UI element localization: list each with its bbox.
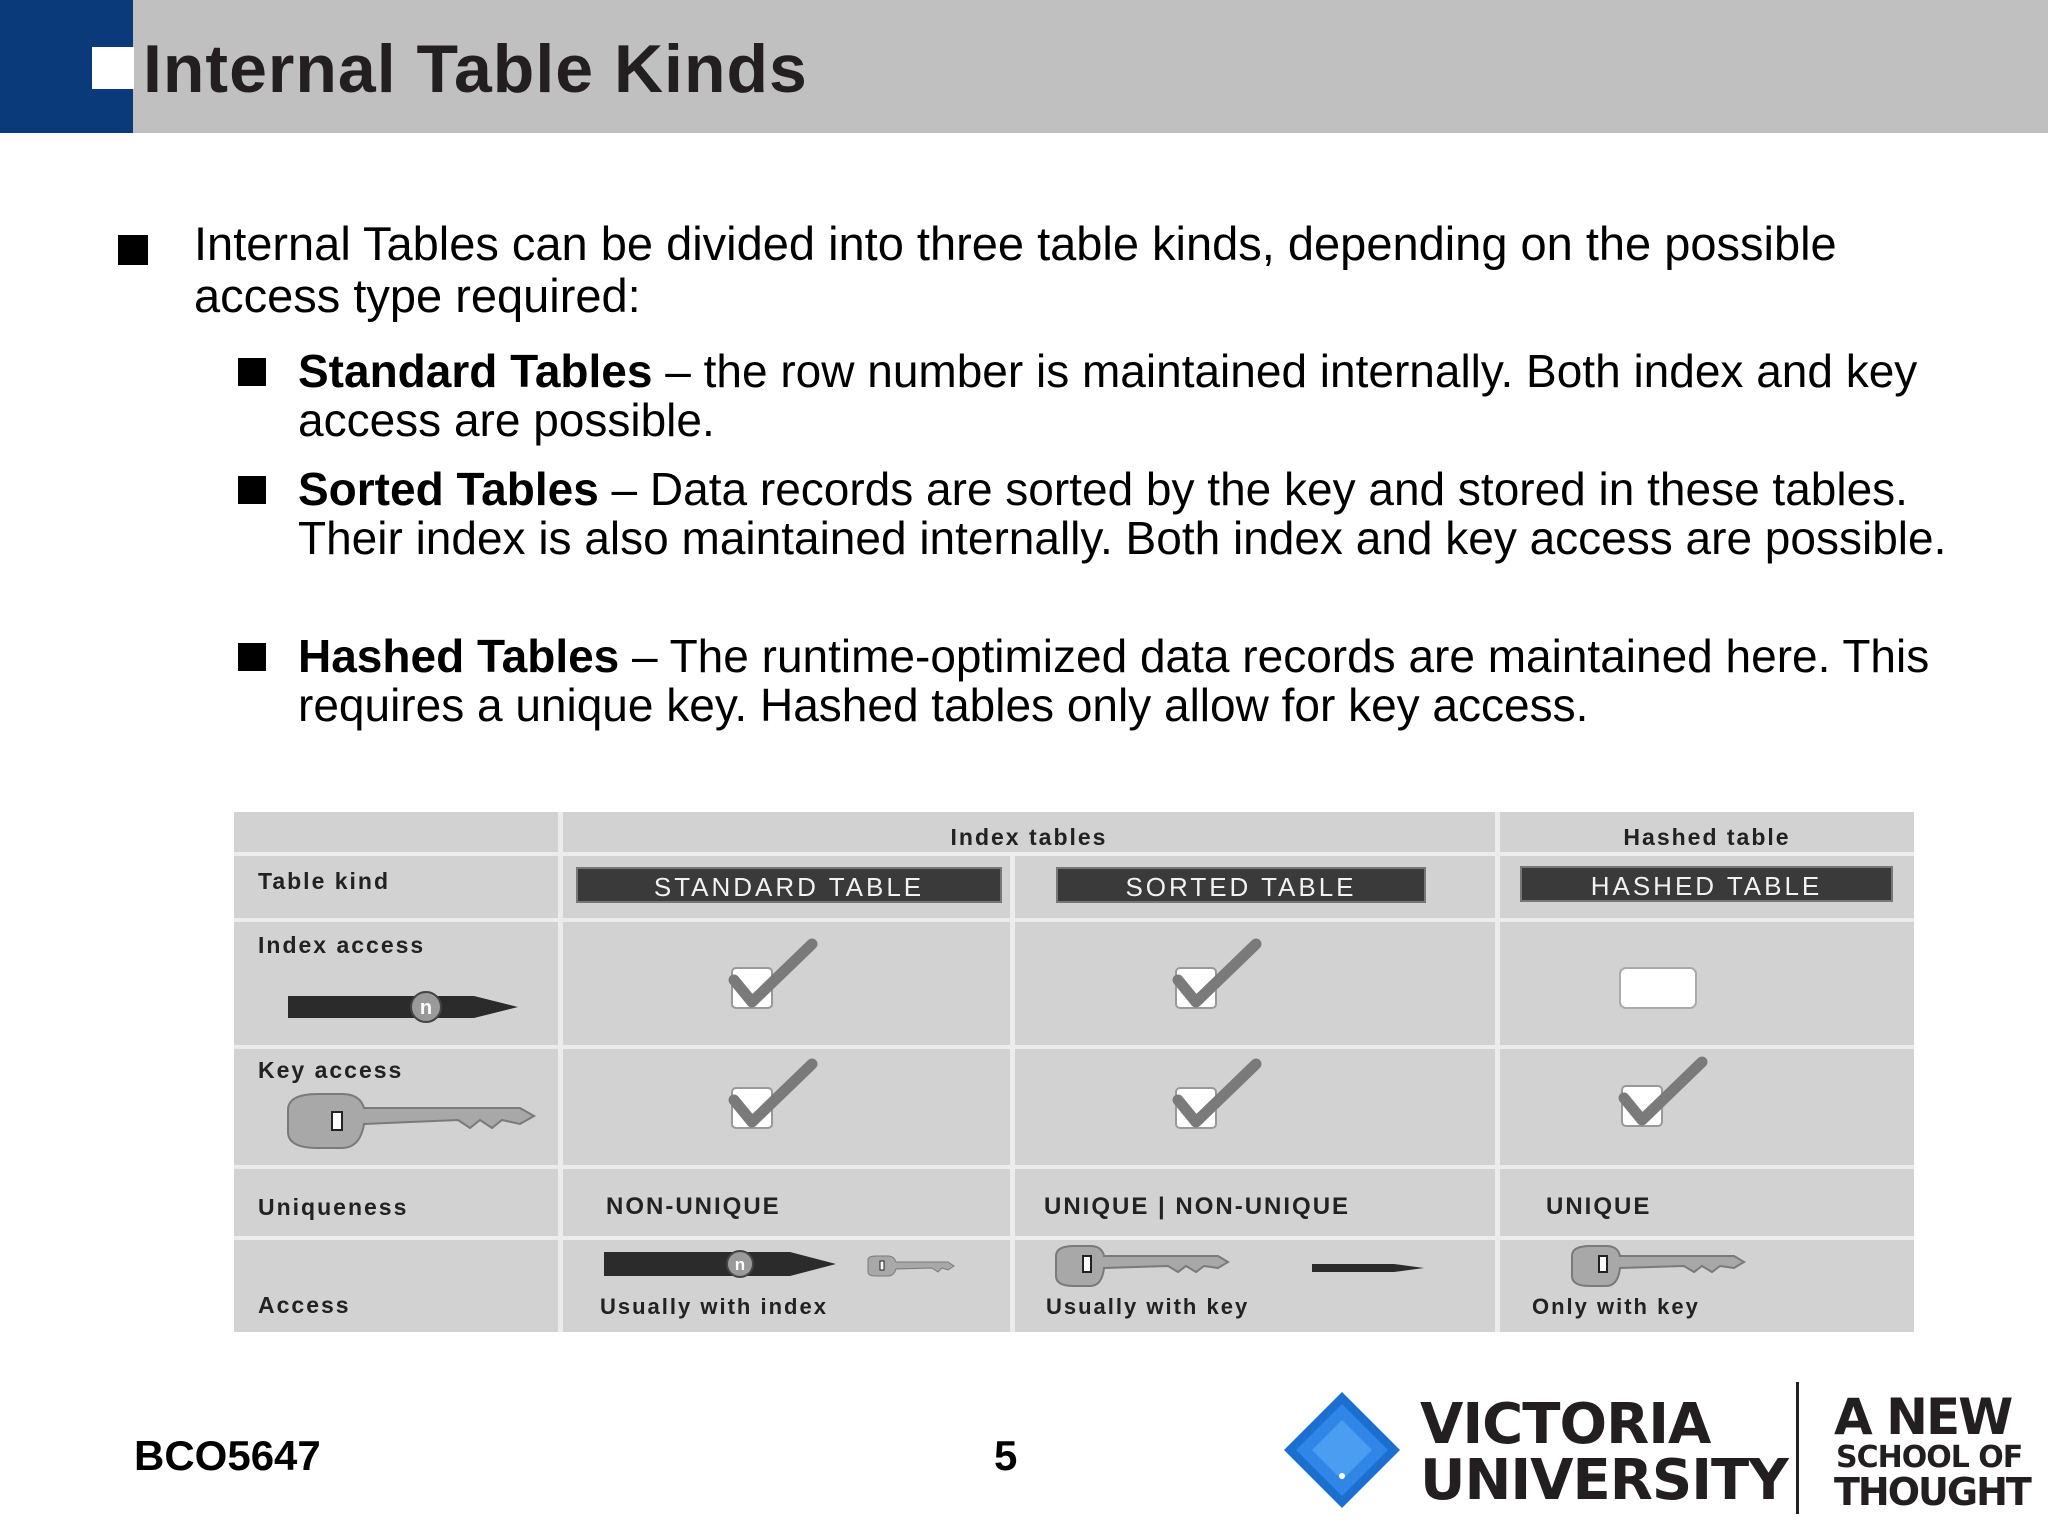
group-index-tables: Index tables	[950, 824, 1108, 850]
logo-victoria: VICTORIA	[1420, 1392, 1711, 1457]
uniqueness-standard: NON-UNIQUE	[606, 1193, 781, 1220]
grid-line	[234, 852, 1914, 856]
row-label-table-kind: Table kind	[258, 868, 391, 894]
bullet-text: – the row number is maintained internally. Both index and key access are possible.	[298, 345, 1918, 446]
intro-text: Internal Tables can be divided into three table kinds, depending on the possible access type required:	[194, 217, 1837, 322]
logo-university: UNIVERSITY	[1420, 1448, 1788, 1513]
bullet-hashed	[298, 632, 1968, 730]
access-note-hashed: Only with key	[1532, 1294, 1700, 1319]
grid-line	[234, 1236, 1914, 1240]
kind-standard-table: STANDARD TABLE	[576, 867, 1002, 903]
grid-line	[1010, 852, 1015, 1332]
bullet-standard	[298, 347, 1968, 445]
logo-divider	[1796, 1382, 1799, 1514]
logo-tagline-2: SCHOOL OF	[1836, 1440, 2023, 1475]
university-diamond-logo-icon	[1282, 1390, 1402, 1510]
index-badge: n	[419, 997, 433, 1019]
access-note-standard: Usually with index	[600, 1294, 828, 1319]
row-label-access: Access	[258, 1292, 351, 1318]
key-icon	[866, 1254, 956, 1278]
row-label-uniqueness: Uniqueness	[258, 1194, 409, 1220]
bullet-square-icon	[238, 358, 266, 386]
bullet-sorted	[298, 465, 1968, 563]
checkmark-icon	[1170, 1058, 1270, 1134]
grid-line	[234, 918, 1914, 922]
group-hashed-table: Hashed table	[1623, 824, 1791, 850]
bullet-text: – Data records are sorted by the key and stored in these tables. Their index is also maintained internally. Both index and key access are possible.	[298, 463, 1947, 564]
grid-line	[1495, 812, 1500, 1332]
empty-checkbox-icon	[1616, 964, 1700, 1014]
page-number: 5	[994, 1432, 1018, 1479]
kind-hashed-table: HASHED TABLE	[1520, 866, 1893, 902]
checkmark-icon	[726, 1058, 826, 1134]
key-icon	[1568, 1242, 1748, 1290]
arrow-index-icon	[284, 982, 522, 1032]
bullet-square-icon	[118, 235, 148, 265]
slide-title: Internal Table Kinds	[143, 31, 808, 107]
row-label-key-access: Key access	[258, 1057, 404, 1083]
bullet-term: Hashed Tables	[298, 630, 620, 682]
key-icon	[1052, 1242, 1232, 1290]
uniqueness-sorted: UNIQUE | NON-UNIQUE	[1044, 1193, 1351, 1220]
logo-tagline-1: A NEW	[1834, 1388, 2012, 1446]
key-icon	[280, 1090, 540, 1162]
arrow-index-icon	[1310, 1256, 1426, 1280]
bullet-term: Standard Tables	[298, 345, 653, 397]
index-badge: n	[734, 1255, 746, 1274]
bullet-square-icon	[238, 643, 266, 671]
row-label-index-access: Index access	[258, 932, 426, 958]
logo-tagline-3: THOUGHT	[1834, 1470, 2030, 1514]
kind-sorted-table: SORTED TABLE	[1056, 867, 1426, 903]
grid-line	[234, 1045, 1914, 1049]
grid-line	[558, 812, 563, 1332]
course-code: BCO5647	[134, 1432, 321, 1479]
checkmark-icon	[1616, 1056, 1716, 1132]
grid-line	[234, 1165, 1914, 1169]
bullet-term: Sorted Tables	[298, 463, 599, 515]
bullet-text: – The runtime-optimized data records are maintained here. This requires a unique key. Hashed tables only allow for key access.	[298, 630, 1930, 731]
checkmark-icon	[726, 938, 826, 1014]
checkmark-icon	[1170, 938, 1270, 1014]
bullet-square-icon	[238, 476, 266, 504]
access-note-sorted: Usually with key	[1046, 1294, 1250, 1319]
title-accent-square	[92, 47, 134, 89]
uniqueness-hashed: UNIQUE	[1546, 1193, 1652, 1220]
arrow-index-icon	[600, 1246, 840, 1282]
